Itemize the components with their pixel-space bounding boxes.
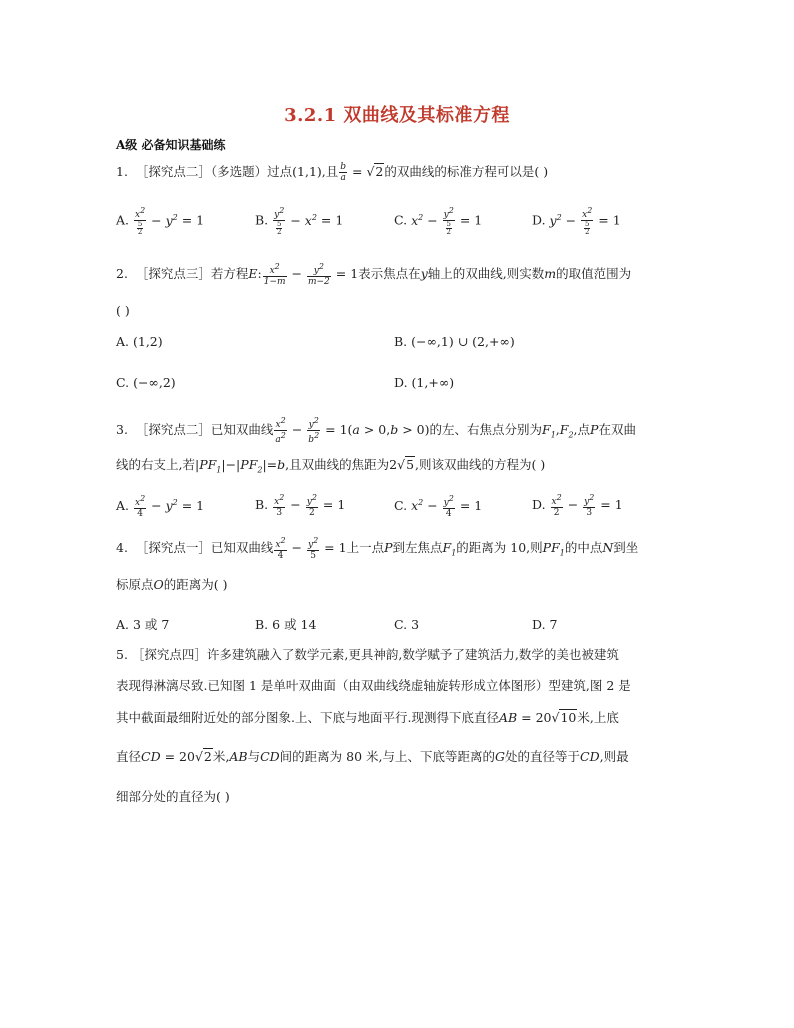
option-label: B. bbox=[255, 212, 269, 228]
question-text: 线的右支上,若| bbox=[116, 457, 200, 472]
question-text: 的中点 bbox=[564, 540, 603, 555]
fraction: $\frac{x^2}{\frac{5}{2}}$ bbox=[135, 206, 146, 236]
question-text: 处的直径等于 bbox=[505, 749, 581, 764]
fraction: $\frac{y^2}{3}$ bbox=[584, 493, 595, 518]
fraction: $\frac{b}{a}$ bbox=[340, 162, 347, 183]
question-2: 2. ［探究点三］若方程E: $\frac{x^2}{1-m}$ − $\frac{y^2}{m-2}$ = 1表示焦点在y轴上的双曲线,则实数m的取值范围为 bbox=[116, 262, 632, 287]
option-b bbox=[255, 615, 316, 635]
question-text: ,则该双曲线的方程为( ) bbox=[415, 457, 546, 472]
option-value: 3 或 7 bbox=[133, 617, 170, 632]
question-text: 上一点 bbox=[346, 540, 385, 555]
question-4: 4. ［探究点一］已知双曲线 $\frac{x^2}{4}$ − $\frac{y^2}{5}$ = 1上一点P到左焦点$F_1$的距离为 10,则$PF_1$的中点N到坐 bbox=[116, 536, 639, 561]
option-label: C. bbox=[394, 212, 408, 228]
fraction: $\frac{x^2}{1-m}$ bbox=[263, 262, 286, 287]
page-title: 3.2.1 双曲线及其标准方程 bbox=[284, 105, 510, 126]
option-label: D. bbox=[394, 375, 408, 390]
question-text: 轴上的双曲线,则实数 bbox=[427, 266, 545, 281]
option-label: D. bbox=[532, 617, 546, 632]
option-value: (−∞,2) bbox=[133, 375, 176, 390]
option-label: A. bbox=[116, 498, 130, 514]
option-a bbox=[116, 332, 163, 352]
sqrt: √2 bbox=[194, 749, 212, 764]
option-label: C. bbox=[116, 375, 130, 390]
option-label: C. bbox=[394, 498, 408, 514]
question-text: 间的距离为 80 米,与上、下底等距离的 bbox=[279, 749, 495, 764]
question-text: ［探究点二］（多选题）过点(1,1),且 bbox=[135, 164, 339, 179]
question-text: 标原点 bbox=[116, 577, 154, 592]
option-a: A. $\frac{x^2}{4}$ − $y^2 = 1$ bbox=[116, 494, 205, 520]
question-text: 的双曲线的标准方程可以是( ) bbox=[384, 164, 549, 179]
option-label: A. bbox=[116, 212, 130, 228]
question-number: 5. bbox=[116, 647, 128, 662]
question-5 bbox=[116, 645, 619, 665]
option-c bbox=[116, 373, 176, 393]
option-label: D. bbox=[532, 212, 546, 228]
option-a bbox=[116, 615, 169, 635]
option-b: B. $\frac{y^2}{\frac{5}{2}}$ − $x^2 = 1$ bbox=[255, 206, 344, 236]
question-text: 到坐 bbox=[613, 540, 639, 555]
sqrt: √10 bbox=[551, 710, 577, 725]
section-heading: A级 必备知识基础练 bbox=[116, 138, 226, 152]
fraction: $\frac{x^2}{2}$ bbox=[551, 493, 562, 518]
question-text: 到左焦点 bbox=[392, 540, 443, 555]
question-text: 表示焦点在 bbox=[358, 266, 421, 281]
question-4-line-2: 标原点O的距离为( ) bbox=[116, 577, 228, 592]
question-2-answer: ( ) bbox=[116, 303, 130, 318]
option-value: (−∞,1) ∪ (2,+∞) bbox=[411, 334, 515, 349]
question-5-line-5: 细部分处的直径为( ) bbox=[116, 789, 230, 804]
question-text: ［探究点三］若方程 bbox=[135, 266, 249, 281]
fraction: $\frac{y^2}{m-2}$ bbox=[307, 262, 330, 287]
fraction: $\frac{y^2}{2}$ bbox=[306, 493, 317, 518]
fraction: $\frac{x^2}{\frac{5}{2}}$ bbox=[582, 206, 593, 236]
option-d: D. $y^2$ − $\frac{x^2}{\frac{5}{2}}$ = 1 bbox=[532, 206, 621, 236]
option-d bbox=[394, 373, 454, 393]
question-number: 1. bbox=[116, 164, 128, 179]
option-a: A. $\frac{x^2}{\frac{5}{2}}$ − $y^2 = 1$ bbox=[116, 206, 205, 236]
option-c bbox=[394, 615, 419, 635]
question-text: ［探究点一］已知双曲线 bbox=[135, 540, 274, 555]
question-number: 4. bbox=[116, 540, 128, 555]
question-text: 米,上底 bbox=[577, 710, 619, 725]
question-1: 1. ［探究点二］（多选题）过点(1,1),且 $\frac{b}{a}$ = √2的双曲线的标准方程可以是( ) bbox=[116, 162, 549, 183]
fraction: $\frac{x^2}{4}$ bbox=[275, 536, 286, 561]
fraction: $\frac{y^2}{\frac{5}{2}}$ bbox=[443, 206, 454, 236]
question-3: 3. ［探究点二］已知双曲线 $\frac{x^2}{a^2}$ − $\frac{y^2}{b^2}$ = 1(a > 0,b > 0)的左、右焦点分别为$F_1,F_2$,点P在双曲 bbox=[116, 416, 636, 445]
fraction: $\frac{y^2}{4}$ bbox=[443, 494, 454, 520]
fraction: $\frac{y^2}{\frac{5}{2}}$ bbox=[274, 206, 285, 236]
option-b bbox=[394, 332, 515, 352]
question-text: 的距离为( ) bbox=[163, 577, 228, 592]
fraction: $\frac{x^2}{3}$ bbox=[274, 493, 285, 518]
question-text: ［探究点二］已知双曲线 bbox=[135, 422, 274, 437]
question-5-line-4: 直径CD = 20√2米,AB与CD间的距离为 80 米,与上、下底等距离的G处的直径等于CD,则最 bbox=[116, 747, 629, 767]
question-text: 在双曲 bbox=[598, 422, 636, 437]
option-c: C. $x^2$ − $\frac{y^2}{\frac{5}{2}}$ = 1 bbox=[394, 206, 483, 236]
option-label: A. bbox=[116, 334, 130, 349]
option-value: (1,+∞) bbox=[411, 375, 455, 390]
question-text: 与 bbox=[247, 749, 261, 764]
fraction: $\frac{x^2}{a^2}$ bbox=[275, 416, 286, 445]
question-text: 直径 bbox=[116, 749, 142, 764]
option-d bbox=[532, 615, 558, 635]
option-value: (1,2) bbox=[133, 334, 163, 349]
question-text: 的取值范围为 bbox=[556, 266, 632, 281]
question-text: 的左、右焦点分别为 bbox=[429, 422, 542, 437]
question-text: ,点 bbox=[573, 422, 591, 437]
option-value: 3 bbox=[411, 617, 420, 632]
question-text: 米, bbox=[212, 749, 230, 764]
option-label: A. bbox=[116, 617, 130, 632]
question-text: 的距离为 10,则 bbox=[456, 540, 543, 555]
option-b: B. $\frac{x^2}{3}$ − $\frac{y^2}{2}$ = 1 bbox=[255, 493, 346, 518]
question-text: |−| bbox=[221, 457, 241, 472]
question-3-line-2: 线的右支上,若$|PF_1|-|PF_2|=b$,且双曲线的焦距为2√5,则该双曲线的方程为( ) bbox=[116, 457, 546, 475]
question-text: ,则最 bbox=[599, 749, 629, 764]
option-label: B. bbox=[255, 497, 269, 512]
question-text: ［探究点四］许多建筑融入了数学元素,更具神韵,数学赋予了建筑活力,数学的美也被建筑 bbox=[131, 647, 619, 662]
question-text: 其中截面最细附近处的部分图象.上、下底与地面平行.现测得下底直径 bbox=[116, 710, 499, 725]
question-5-line-3: 其中截面最细附近处的部分图象.上、下底与地面平行.现测得下底直径AB = 20√10米,上底 bbox=[116, 708, 619, 728]
option-label: B. bbox=[394, 334, 408, 349]
option-c: C. $x^2$ − $\frac{y^2}{4}$ = 1 bbox=[394, 494, 483, 520]
question-text: ,且双曲线的焦距为2 bbox=[285, 457, 398, 472]
fraction: $\frac{y^2}{5}$ bbox=[308, 536, 319, 561]
option-value: 7 bbox=[549, 617, 558, 632]
fraction: $\frac{x^2}{4}$ bbox=[135, 494, 146, 520]
option-value: 6 或 14 bbox=[272, 617, 317, 632]
question-5-line-2: 表现得淋漓尽致.已知图 1 是单叶双曲面（由双曲线绕虚轴旋转形成立体图形）型建筑,图 2 是 bbox=[116, 678, 631, 693]
question-number: 2. bbox=[116, 266, 128, 281]
option-label: B. bbox=[255, 617, 269, 632]
question-text: |= bbox=[262, 457, 278, 472]
sqrt: √5 bbox=[397, 457, 415, 472]
question-number: 3. bbox=[116, 422, 128, 437]
fraction: $\frac{y^2}{b^2}$ bbox=[308, 416, 320, 445]
option-d: D. $\frac{x^2}{2}$ − $\frac{y^2}{3}$ = 1 bbox=[532, 493, 623, 518]
sqrt: √2 bbox=[366, 164, 384, 179]
option-label: D. bbox=[532, 497, 546, 512]
option-label: C. bbox=[394, 617, 408, 632]
